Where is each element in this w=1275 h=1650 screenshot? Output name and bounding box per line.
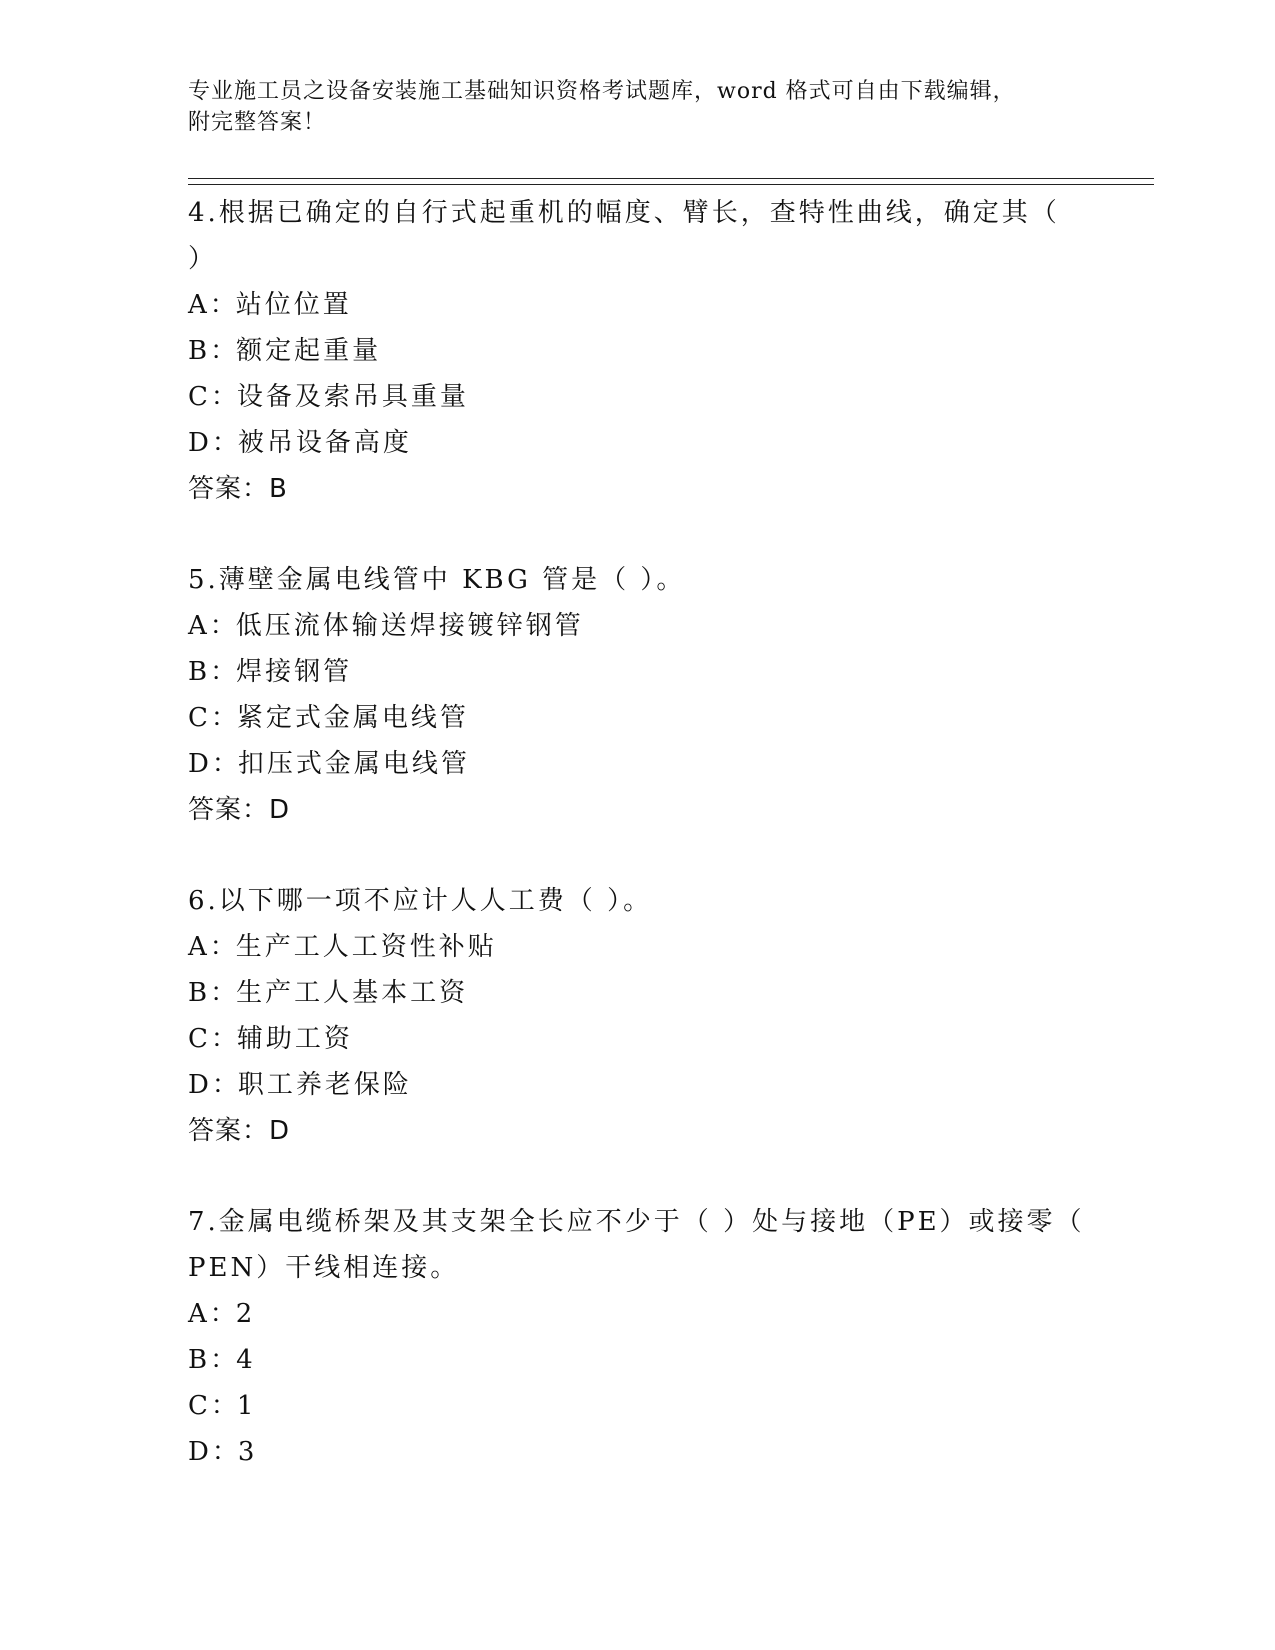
option-a: A：2 <box>188 1299 256 1329</box>
option-text: 被吊设备高度 <box>237 428 412 458</box>
question-stem: 5.薄壁金属电线管中 KBG 管是（ ）。 <box>188 565 686 595</box>
option-c: C：辅助工资 <box>188 1024 353 1054</box>
option-d: D：3 <box>188 1437 258 1467</box>
question-spacer <box>188 833 1088 878</box>
header-divider-top <box>188 178 1154 179</box>
question-stem-continued: PEN）干线相连接。 <box>188 1253 460 1283</box>
question-list <box>188 190 1088 1475</box>
question-spacer <box>188 1154 1088 1199</box>
option-text: 3 <box>237 1437 258 1467</box>
option-key: B <box>188 978 211 1008</box>
option-b: B：生产工人基本工资 <box>188 978 469 1008</box>
document-header <box>188 76 1088 138</box>
option-text: 4 <box>236 1345 256 1375</box>
option-key: C <box>188 703 211 733</box>
question-4 <box>188 190 1088 512</box>
option-text: 1 <box>236 1391 257 1421</box>
option-key: A <box>188 932 210 962</box>
option-a: A：生产工人工资性补贴 <box>188 932 497 962</box>
option-key: B <box>188 1345 211 1375</box>
question-stem: 7.金属电缆桥架及其支架全长应不少于（ ）处与接地（PE）或接零（ <box>188 1207 1085 1237</box>
option-text: 生产工人基本工资 <box>236 978 469 1008</box>
option-key: A <box>188 290 210 320</box>
option-b: B：4 <box>188 1345 256 1375</box>
option-key: A <box>188 611 210 641</box>
question-stem-continued: ） <box>188 244 218 274</box>
option-text: 设备及索吊具重量 <box>236 382 469 412</box>
option-key: B <box>188 336 211 366</box>
option-text: 紧定式金属电线管 <box>236 703 469 733</box>
option-key: D <box>188 428 212 458</box>
option-key: D <box>188 749 212 779</box>
answer-line: 答案：D <box>188 795 291 825</box>
header-line-1: 专业施工员之设备安装施工基础知识资格考试题库，word 格式可自由下载编辑， <box>188 79 1016 104</box>
option-key: A <box>188 1299 210 1329</box>
option-text: 低压流体输送焊接镀锌钢管 <box>235 611 584 641</box>
option-a: A：站位位置 <box>188 290 352 320</box>
option-text: 焊接钢管 <box>236 657 353 687</box>
header-line-2: 附完整答案！ <box>188 110 327 135</box>
option-b: B：额定起重量 <box>188 336 382 366</box>
option-c: C：设备及索吊具重量 <box>188 382 469 412</box>
option-text: 扣压式金属电线管 <box>237 749 470 779</box>
question-stem: 4.根据已确定的自行式起重机的幅度、臂长，查特性曲线，确定其（ <box>188 198 1060 228</box>
option-key: D <box>188 1437 212 1467</box>
option-text: 站位位置 <box>235 290 352 320</box>
option-c: C：1 <box>188 1391 257 1421</box>
question-5 <box>188 557 1088 833</box>
option-text: 2 <box>235 1299 256 1329</box>
option-key: D <box>188 1070 212 1100</box>
question-stem: 6.以下哪一项不应计人人工费（ ）。 <box>188 886 653 916</box>
answer-line: 答案：B <box>188 474 288 504</box>
option-key: C <box>188 382 211 412</box>
question-spacer <box>188 512 1088 557</box>
option-text: 辅助工资 <box>236 1024 353 1054</box>
option-key: B <box>188 657 211 687</box>
option-text: 额定起重量 <box>236 336 382 366</box>
answer-line: 答案：D <box>188 1116 291 1146</box>
option-d: D：职工养老保险 <box>188 1070 412 1100</box>
option-b: B：焊接钢管 <box>188 657 353 687</box>
option-d: D：扣压式金属电线管 <box>188 749 470 779</box>
option-key: C <box>188 1391 211 1421</box>
option-text: 生产工人工资性补贴 <box>235 932 497 962</box>
option-d: D：被吊设备高度 <box>188 428 412 458</box>
question-6 <box>188 878 1088 1154</box>
option-c: C：紧定式金属电线管 <box>188 703 469 733</box>
option-key: C <box>188 1024 211 1054</box>
option-a: A：低压流体输送焊接镀锌钢管 <box>188 611 584 641</box>
question-7 <box>188 1199 1088 1475</box>
header-divider-bottom <box>188 184 1154 185</box>
option-text: 职工养老保险 <box>237 1070 412 1100</box>
